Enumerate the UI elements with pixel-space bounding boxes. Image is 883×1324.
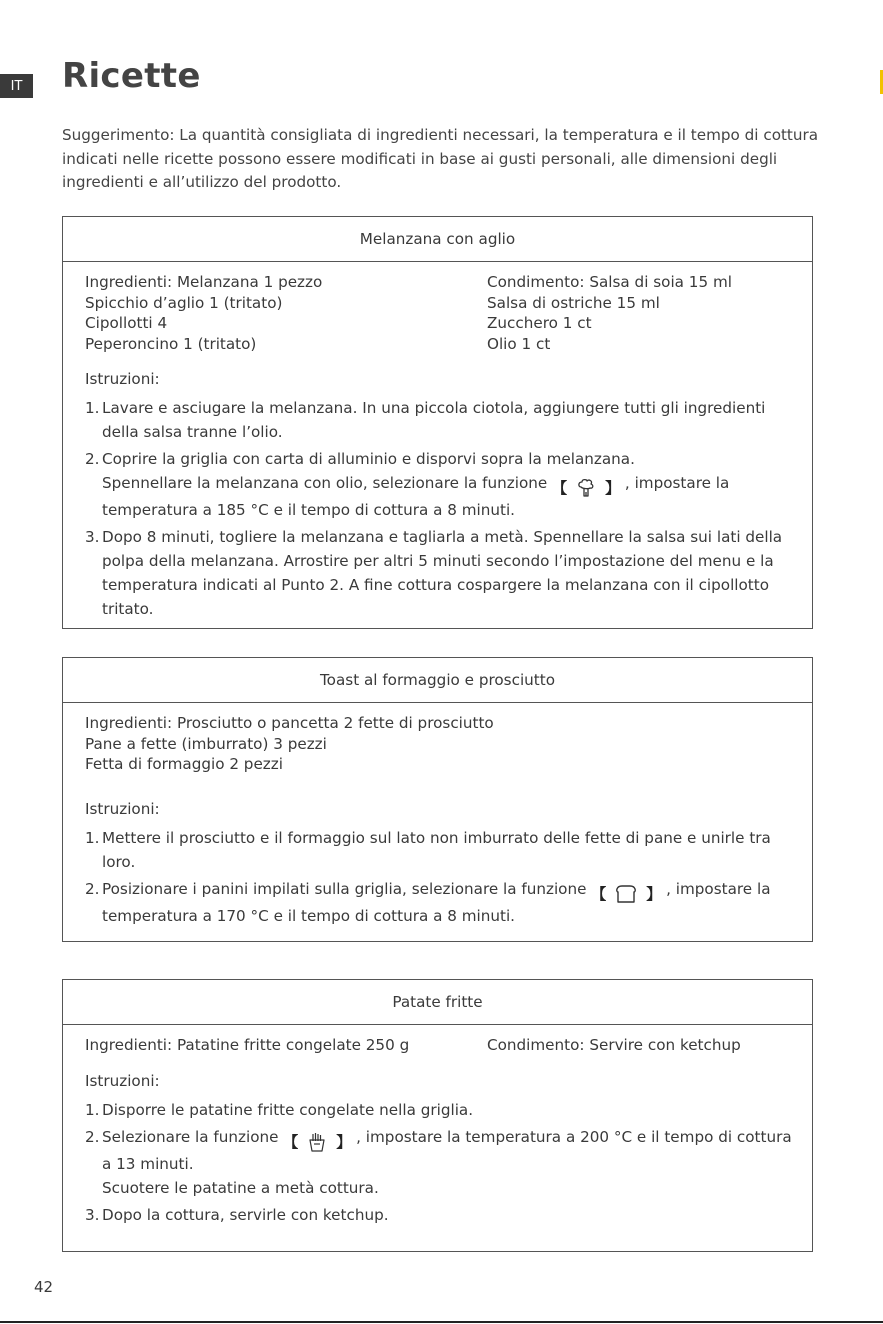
tip-paragraph: Suggerimento: La quantità consigliata di ingredienti necessari, la temperatura e il tempo di cottura indicati nelle ricette possono essere modificati in base ai gusti personali, alle dimensioni degli ingredienti e all’utilizzo del prodotto. [62, 126, 819, 191]
step-text [102, 1125, 792, 1200]
instructions-label: Istruzioni: [85, 799, 160, 818]
bottom-divider [0, 1321, 883, 1323]
bracket-close: 】 [336, 1132, 352, 1151]
step-number: 1. [85, 828, 100, 847]
step-text: Mettere il prosciutto e il formaggio sul lato non imburrato delle fette di pane e unirle tra loro. [102, 828, 771, 871]
bracket-open: 【 [283, 1132, 299, 1151]
ingredient-line: Ingredienti: Melanzana 1 pezzo [85, 273, 323, 291]
step-number: 3. [85, 1205, 100, 1224]
ingredient-line: Ingredienti: Prosciutto o pancetta 2 fette di prosciutto [85, 714, 494, 732]
bracket-close: 】 [605, 479, 621, 497]
step-number: 2. [85, 879, 100, 898]
instruction-step [85, 877, 792, 928]
ingredient-line: Fetta di formaggio 2 pezzi [85, 755, 283, 773]
ingredient-line: Ingredienti: Patatine fritte congelate 250 g [85, 1036, 410, 1054]
ingredient-line: Spicchio d’aglio 1 (tritato) [85, 293, 283, 312]
recipe-card-toast [62, 657, 813, 942]
seasoning-line: Condimento: Salsa di soia 15 ml [487, 273, 732, 291]
instructions-label: Istruzioni: [85, 370, 160, 388]
instruction-step [85, 1125, 792, 1200]
step-number: 2. [85, 1127, 100, 1146]
step-text: Disporre le patatine fritte congelate nella griglia. [102, 1100, 474, 1119]
broccoli-icon [576, 478, 596, 498]
page-number: 42 [34, 1278, 54, 1296]
seasoning-line: Salsa di ostriche 15 ml [487, 293, 660, 312]
function-symbol [591, 884, 661, 904]
bracket-open: 【 [552, 479, 568, 497]
function-symbol [552, 478, 620, 498]
instruction-steps [85, 826, 792, 928]
function-symbol [283, 1132, 351, 1152]
seasoning-line: Condimento: Servire con ketchup [487, 1036, 741, 1054]
step-number: 1. [85, 399, 100, 417]
instruction-steps [85, 1098, 792, 1227]
instruction-step [85, 1203, 792, 1227]
instruction-step [85, 447, 792, 522]
ingredient-line: Pane a fette (imburrato) 3 pezzi [85, 734, 327, 753]
ingredients-list [85, 272, 487, 354]
seasoning-line: Olio 1 ct [487, 334, 551, 353]
fries-icon [307, 1132, 327, 1152]
recipe-title: Melanzana con aglio [63, 217, 812, 262]
recipe-card-fries [62, 979, 813, 1252]
language-tab: IT [0, 74, 33, 98]
ingredients-list [85, 1035, 487, 1056]
step-text-part: Posizionare i panini impilati sulla griglia, selezionare la funzione [102, 879, 587, 898]
step-text-part: , impostare la temperatura a 200 °C e il tempo di cottura a 13 minuti. [102, 1127, 792, 1173]
ingredient-line: Cipollotti 4 [85, 314, 168, 332]
step-text-part: , impostare la temperatura a 170 °C e il tempo di cottura a 8 minuti. [102, 879, 771, 925]
seasoning-line: Zucchero 1 ct [487, 314, 592, 332]
bracket-open: 【 [591, 884, 607, 903]
instructions-label: Istruzioni: [85, 1071, 160, 1090]
step-text: Dopo 8 minuti, togliere la melanzana e tagliarla a metà. Spennellare la salsa sui lati della polpa della melanzana. Arrostire per altri 5 minuti secondo l’impostazione del menu e la temperatura indicati al Punto 2. A fine cottura cospargere la melanzana con il cipollotto tritato. [102, 528, 783, 618]
step-number: 2. [85, 450, 100, 468]
step-text-part: Spennellare la melanzana con olio, selezionare la funzione [102, 474, 548, 492]
bracket-close: 】 [646, 884, 662, 903]
step-text [102, 877, 792, 928]
toast-icon [615, 884, 637, 904]
recipe-title: Patate fritte [63, 980, 812, 1025]
step-text-part: , impostare la temperatura a 185 °C e il tempo di cottura a 8 minuti. [102, 474, 730, 519]
instruction-step [85, 525, 792, 621]
step-text-part: Selezionare la funzione [102, 1127, 279, 1146]
step-text: Lavare e asciugare la melanzana. In una piccola ciotola, aggiungere tutti gli ingredienti della salsa tranne l’olio. [102, 399, 766, 441]
step-text: Dopo la cottura, servirle con ketchup. [102, 1205, 389, 1224]
ingredients-list [85, 713, 792, 775]
recipe-title: Toast al formaggio e prosciutto [63, 658, 812, 703]
step-number: 3. [85, 528, 100, 546]
page-title: Ricette [62, 56, 201, 96]
recipe-card-eggplant [62, 216, 813, 629]
instruction-step [85, 1098, 792, 1122]
step-number: 1. [85, 1100, 100, 1119]
instruction-steps [85, 396, 792, 621]
step-text-line: Scuotere le patatine a metà cottura. [102, 1178, 379, 1197]
seasoning-list [487, 272, 792, 354]
instruction-step [85, 396, 792, 444]
ingredient-line: Peperoncino 1 (tritato) [85, 334, 257, 353]
instruction-step [85, 826, 792, 874]
step-text-line: Coprire la griglia con carta di alluminio e disporvi sopra la melanzana. [102, 450, 635, 468]
seasoning-list [487, 1035, 792, 1056]
step-text [102, 447, 792, 522]
